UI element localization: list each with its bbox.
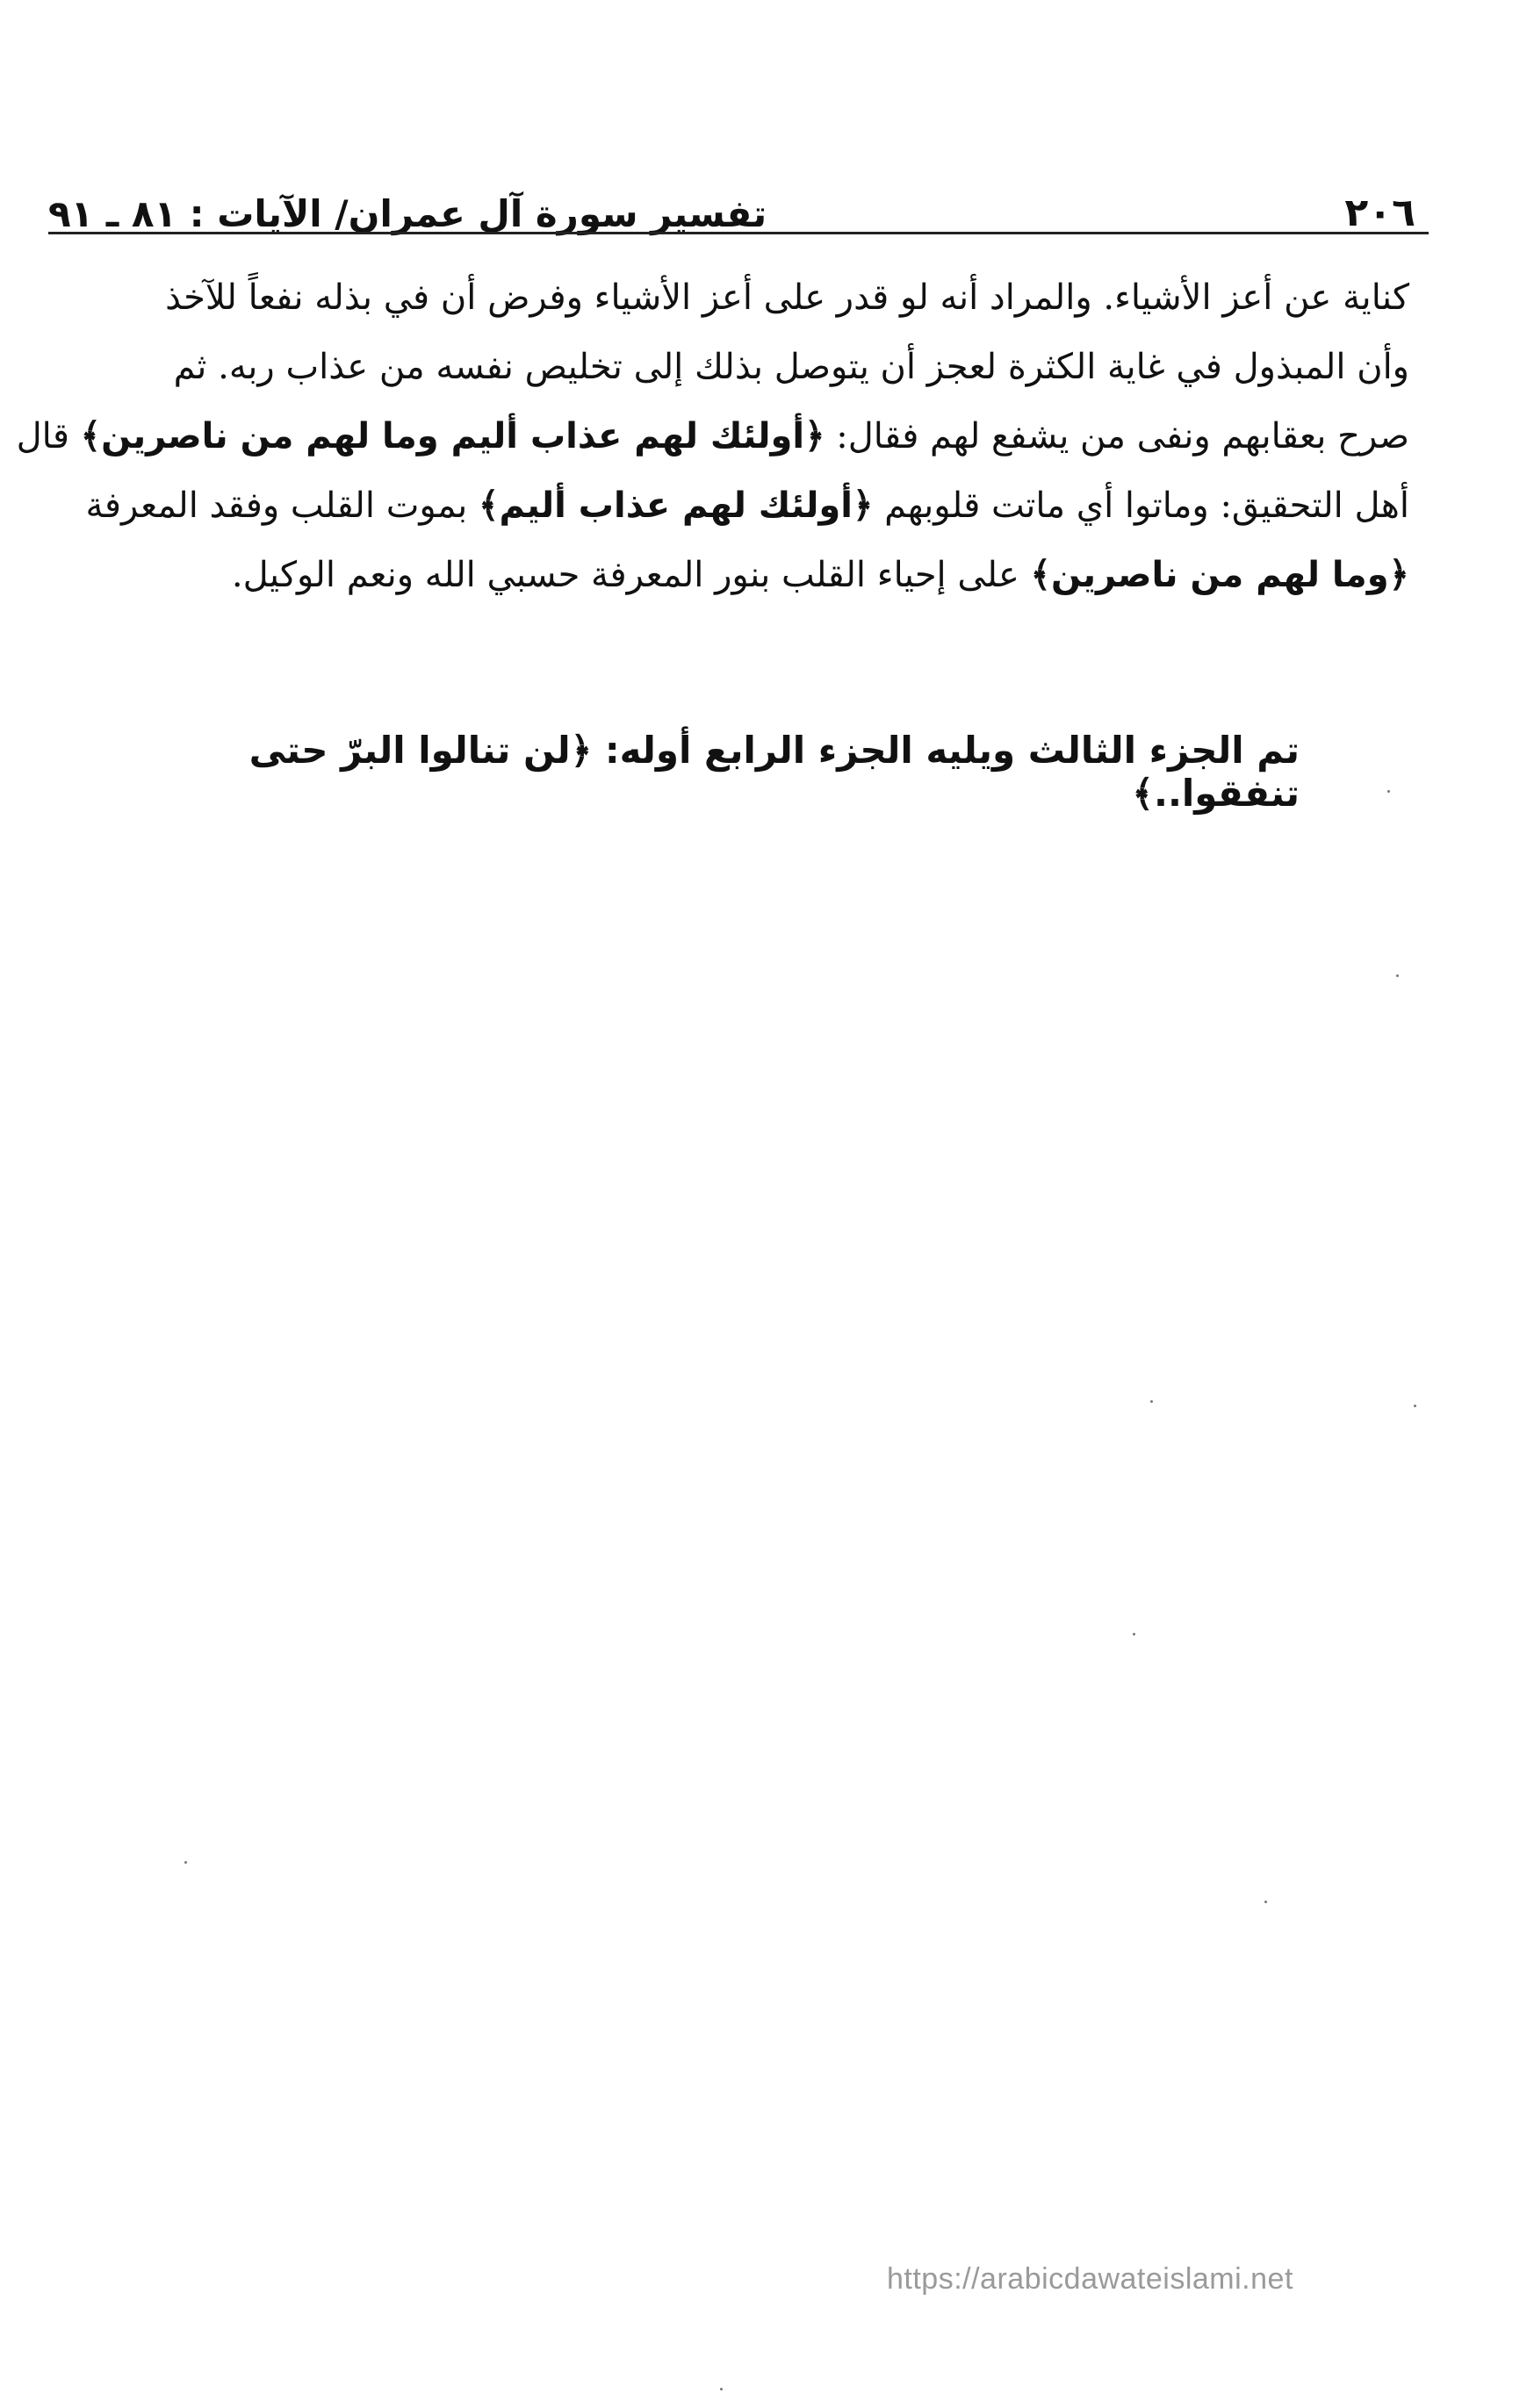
volume-end-note xyxy=(88,729,1300,815)
quran-verse: ﴿أولئك لهم عذاب أليم وما لهم من ناصرين﴾ xyxy=(80,416,825,456)
quran-verse: ﴿وما لهم من ناصرين﴾ xyxy=(1030,555,1409,595)
scan-speck xyxy=(1264,1901,1267,1903)
text-line-1 xyxy=(70,263,1409,333)
quran-verse: ﴿لن تنالوا البرّ حتى تنفقوا..﴾ xyxy=(248,729,1300,815)
scan-speck xyxy=(720,2388,723,2390)
scan-speck xyxy=(1150,1400,1153,1403)
text-line-5 xyxy=(70,541,1409,610)
text-line-3 xyxy=(16,402,1409,471)
text-segment: بموت القلب وفقد المعرفة xyxy=(85,485,479,526)
text-segment: أهل التحقيق: وماتوا أي ماتت قلوبهم xyxy=(873,485,1409,526)
scan-speck xyxy=(1396,974,1399,977)
scan-speck xyxy=(1414,1405,1416,1407)
text-segment: قال xyxy=(16,416,81,456)
page-header xyxy=(48,165,1422,235)
quran-verse: ﴿أولئك لهم عذاب أليم﴾ xyxy=(479,485,874,526)
text-segment: على إحياء القلب بنور المعرفة حسبي الله ونعم الوكيل. xyxy=(231,555,1031,595)
text-segment: كناية عن أعز الأشياء. والمراد أنه لو قدر على أعز الأشياء وفرض أن في بذله نفعاً للآخذ xyxy=(165,277,1409,318)
closing-text: تم الجزء الثالث ويليه الجزء الرابع أوله: xyxy=(592,729,1300,772)
scan-speck xyxy=(1387,790,1390,793)
scan-speck xyxy=(1133,1633,1135,1635)
page-number: ٢٠٦ xyxy=(1344,190,1415,235)
body-paragraph xyxy=(16,263,1409,610)
running-title: تفسير سورة آل عمران/ الآيات : ٨١ ـ ٩١ xyxy=(48,192,767,235)
text-segment: وأن المبذول في غاية الكثرة لعجز أن يتوصل بذلك إلى تخليص نفسه من عذاب ربه. ثم xyxy=(173,347,1409,387)
text-line-2 xyxy=(70,333,1409,402)
scan-speck xyxy=(184,1861,187,1864)
header-divider xyxy=(48,232,1429,234)
text-segment: صرح بعقابهم ونفى من يشفع لهم فقال: xyxy=(825,416,1409,456)
site-watermark: https://arabicdawateislami.net xyxy=(887,2262,1293,2296)
text-line-4 xyxy=(70,471,1409,541)
